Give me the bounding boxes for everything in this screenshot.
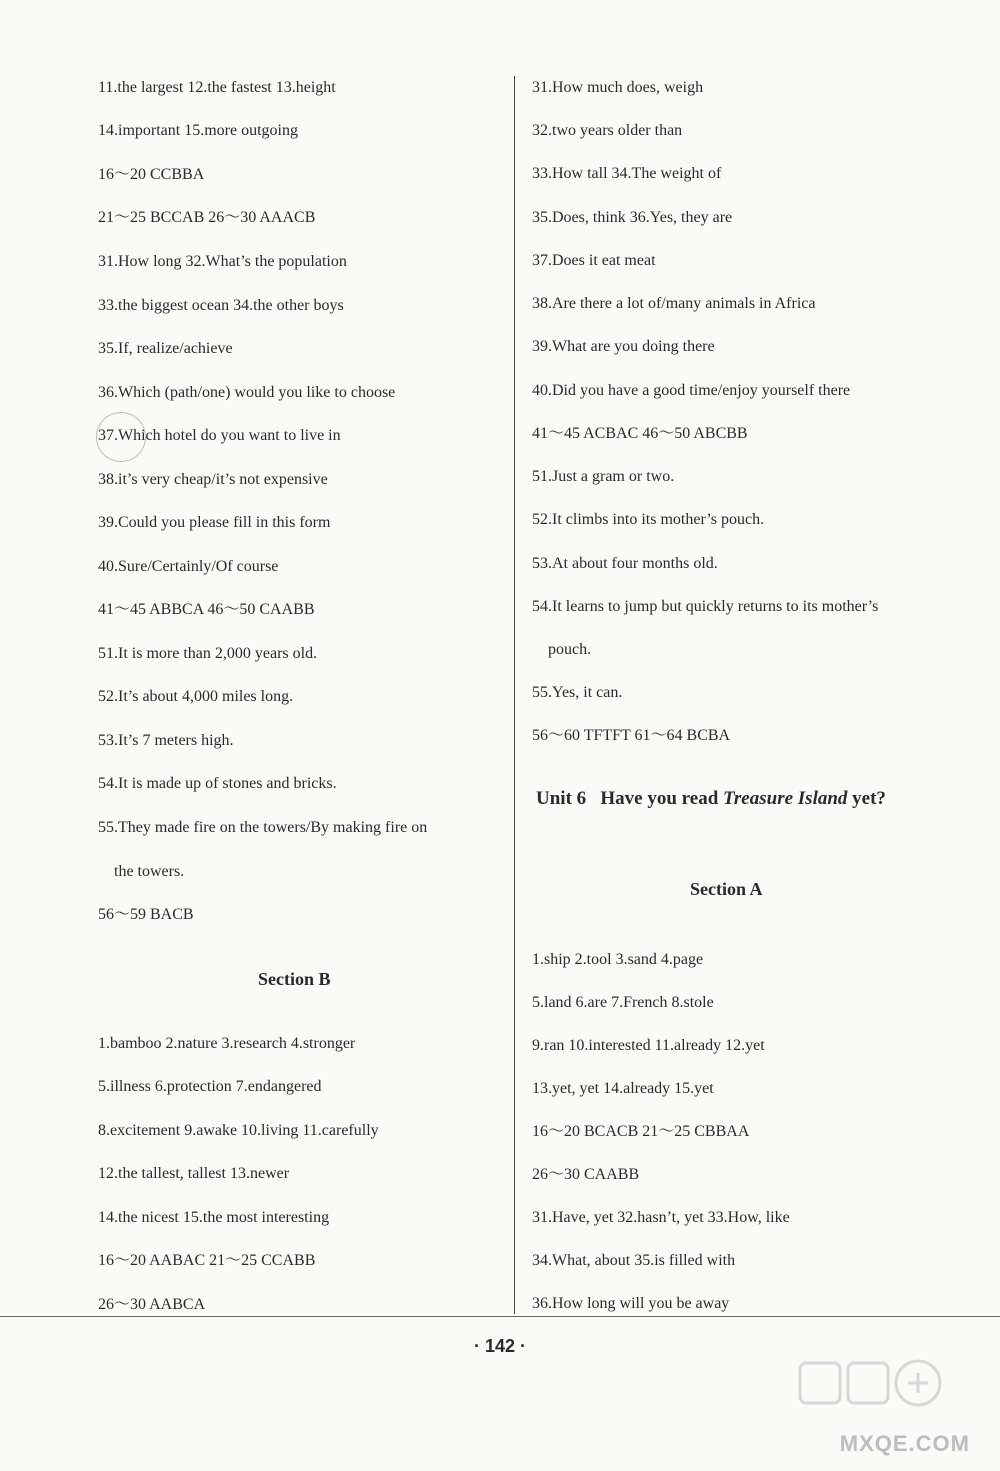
answer-line: 55.Yes, it can. [532, 684, 623, 701]
answer-line: the towers. [98, 863, 185, 880]
answer-line: 51.Just a gram or two. [532, 468, 675, 485]
watermark-text: MXQE.COM [839, 1431, 970, 1456]
section-b-title: Section B [258, 969, 331, 989]
unit-title-suffix: yet? [847, 788, 886, 809]
answer-line: 33.the biggest ocean 34.the other boys [98, 297, 344, 314]
unit-title [536, 788, 886, 810]
unit-title-prefix: Unit 6 Have you read [536, 788, 724, 809]
answer-line: 31.How long 32.What’s the population [98, 253, 347, 270]
answer-line: 31.How much does, weigh [532, 79, 704, 96]
answer-line: 54.It learns to jump but quickly returns to its mother’s [532, 598, 879, 615]
answer-line: 40.Sure/Certainly/Of course [98, 558, 279, 575]
answer-line: 53.It’s 7 meters high. [98, 732, 234, 749]
answer-line: 35.If, realize/achieve [98, 340, 233, 357]
unit-title-book: Treasure Island [723, 788, 848, 809]
answer-line: 37.Which hotel do you want to live in [98, 427, 341, 444]
handwritten-stamp-mark [90, 406, 151, 467]
answer-line: 39.Could you please fill in this form [98, 514, 331, 531]
answer-line: 41～45 ABBCA 46～50 CAABB [98, 601, 315, 618]
answer-line: 26～30 AABCA [98, 1296, 206, 1313]
page-number: · 142 · [473, 1336, 527, 1356]
answer-line: 36.How long will you be away [532, 1295, 730, 1312]
answer-line: 1.ship 2.tool 3.sand 4.page [532, 951, 704, 968]
answer-line: 36.Which (path/one) would you like to choose [98, 384, 396, 401]
answer-line: 38.it’s very cheap/it’s not expensive [98, 471, 328, 488]
footer-rule [0, 1316, 1000, 1317]
answer-line: 14.important 15.more outgoing [98, 122, 298, 139]
answer-line: 5.land 6.are 7.French 8.stole [532, 994, 714, 1011]
answer-line: 41～45 ACBAC 46～50 ABCBB [532, 425, 748, 442]
answer-line: 11.the largest 12.the fastest 13.height [98, 79, 336, 96]
answer-line: 35.Does, think 36.Yes, they are [532, 209, 733, 226]
column-divider [514, 76, 515, 1314]
answer-line: 56～59 BACB [98, 906, 194, 923]
answer-line: 54.It is made up of stones and bricks. [98, 775, 337, 792]
answer-line: 21～25 BCCAB 26～30 AAACB [98, 209, 316, 226]
section-a-title: Section A [690, 879, 763, 899]
answer-line: 31.Have, yet 32.hasn’t, yet 33.How, like [532, 1209, 790, 1226]
answer-line: 32.two years older than [532, 122, 683, 139]
answer-line: 51.It is more than 2,000 years old. [98, 645, 318, 662]
answer-line: 13.yet, yet 14.already 15.yet [532, 1080, 714, 1097]
answer-line: 34.What, about 35.is filled with [532, 1252, 736, 1269]
answer-line: 56～60 TFTFT 61～64 BCBA [532, 727, 731, 744]
answer-line: 14.the nicest 15.the most interesting [98, 1209, 330, 1226]
answer-line: 16～20 CCBBA [98, 166, 205, 183]
answer-line: 52.It climbs into its mother’s pouch. [532, 511, 765, 528]
answer-line: 16～20 AABAC 21～25 CCABB [98, 1252, 316, 1269]
answer-line: 16～20 BCACB 21～25 CBBAA [532, 1123, 750, 1140]
answer-line: 26～30 CAABB [532, 1166, 640, 1183]
answer-line: 39.What are you doing there [532, 338, 715, 355]
answer-line: 8.excitement 9.awake 10.living 11.carefully [98, 1122, 379, 1139]
answer-line: 33.How tall 34.The weight of [532, 165, 722, 182]
answer-line: 5.illness 6.protection 7.endangered [98, 1078, 322, 1095]
answer-line: 53.At about four months old. [532, 555, 718, 572]
answer-line: 52.It’s about 4,000 miles long. [98, 688, 294, 705]
answer-line: 12.the tallest, tallest 13.newer [98, 1165, 290, 1182]
answer-line: 40.Did you have a good time/enjoy yourself there [532, 382, 851, 399]
answer-line: pouch. [532, 641, 592, 658]
answer-line: 37.Does it eat meat [532, 252, 656, 269]
answer-line: 9.ran 10.interested 11.already 12.yet [532, 1037, 765, 1054]
answer-line: 55.They made fire on the towers/By making fire on [98, 819, 428, 836]
answer-line: 1.bamboo 2.nature 3.research 4.stronger [98, 1035, 356, 1052]
answer-line: 38.Are there a lot of/many animals in Africa [532, 295, 816, 312]
